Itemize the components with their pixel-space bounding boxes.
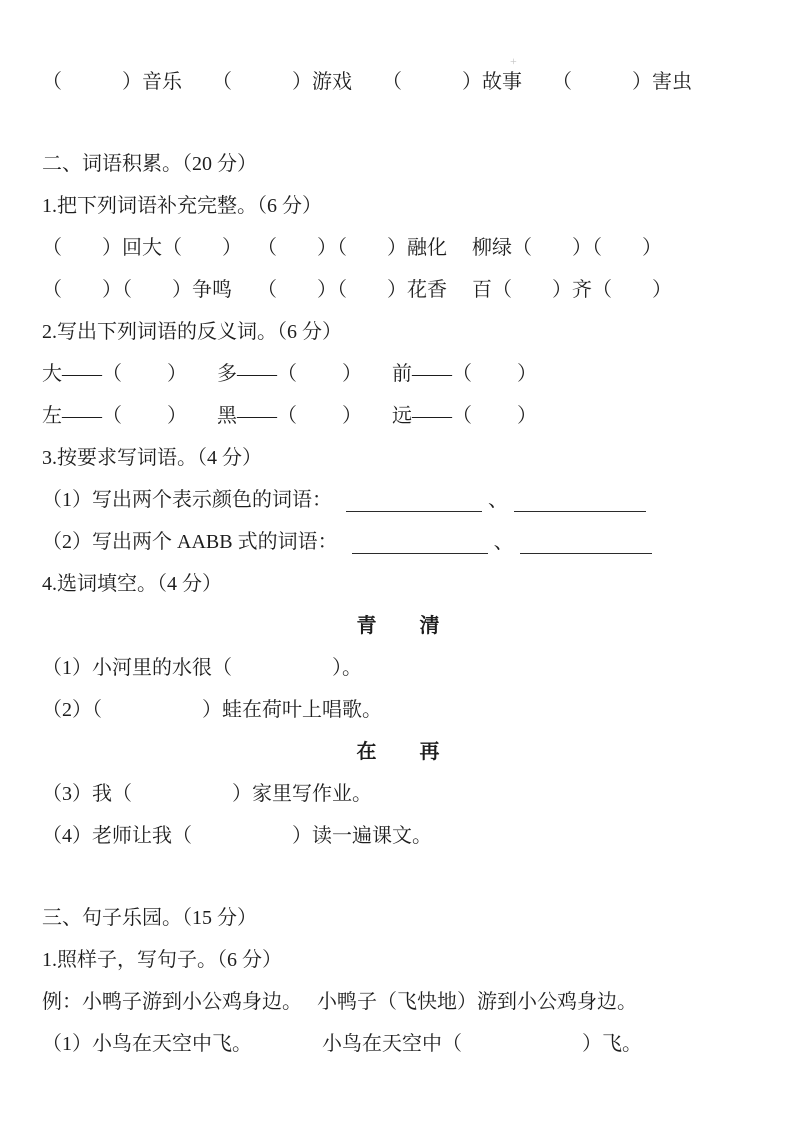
q3-item-aabb	[42, 518, 755, 560]
q4-item4: （4）老师让我（ ）读一遍课文。	[42, 824, 432, 847]
word-fill-row-nouns: （ ）音乐 （ ）游戏 （ ）故事 （ ）害虫	[42, 70, 692, 93]
q3-item-colors-prompt: （1）写出两个表示颜色的词语：	[42, 488, 332, 511]
q3-item-aabb-prompt: （2）写出两个 AABB 式的词语：	[42, 530, 338, 553]
answer-blank	[346, 491, 482, 512]
q4-item3: （3）我（ ）家里写作业。	[42, 782, 372, 805]
s3-q1-item1: （1）小鸟在天空中飞。 小鸟在天空中（ ）飞。	[42, 1032, 642, 1055]
q1-complete-words-title: 1.把下列词语补充完整。（6 分）	[42, 194, 322, 217]
q4-choice-pair-zai: 在 再	[356, 740, 441, 763]
q4-item1: （1）小河里的水很（ ）。	[42, 656, 362, 679]
q2-antonyms-row2: 左——（ ） 黑——（ ） 远——（ ）	[42, 404, 537, 427]
spacer	[42, 100, 755, 140]
q3-write-words-title: 3.按要求写词语。（4 分）	[42, 446, 262, 469]
enumeration-comma: 、	[493, 530, 514, 553]
s3-q1-example: 例：小鸭子游到小公鸡身边。 小鸭子（飞快地）游到小公鸡身边。	[42, 990, 637, 1013]
enumeration-comma: 、	[488, 488, 508, 511]
q2-antonyms-title: 2.写出下列词语的反义词。（6 分）	[42, 320, 342, 343]
s3-q1-title: 1.照样子，写句子。（6 分）	[42, 948, 282, 971]
scan-artifact: +	[510, 54, 517, 68]
q4-choose-words-title: 4.选词填空。（4 分）	[42, 572, 222, 595]
q1-complete-words-row2: （ ）（ ）争鸣 （ ）（ ）花香 百（ ）齐（ ）	[42, 278, 672, 301]
q1-complete-words-row1: （ ）回大（ ） （ ）（ ）融化 柳绿（ ）（ ）	[42, 236, 662, 259]
answer-blank	[514, 491, 646, 512]
q3-item-colors	[42, 476, 755, 518]
q4-item2: （2）（ ）蛙在荷叶上唱歌。	[42, 698, 382, 721]
answer-blank	[352, 533, 488, 554]
section-words-title: 二、词语积累。（20 分）	[42, 152, 257, 175]
q4-choice-pair-qing: 青 清	[356, 614, 441, 637]
section-sentences-title: 三、句子乐园。（15 分）	[42, 906, 257, 929]
answer-blank	[520, 533, 652, 554]
spacer	[42, 854, 755, 894]
q2-antonyms-row1: 大——（ ） 多——（ ） 前——（ ）	[42, 362, 537, 385]
